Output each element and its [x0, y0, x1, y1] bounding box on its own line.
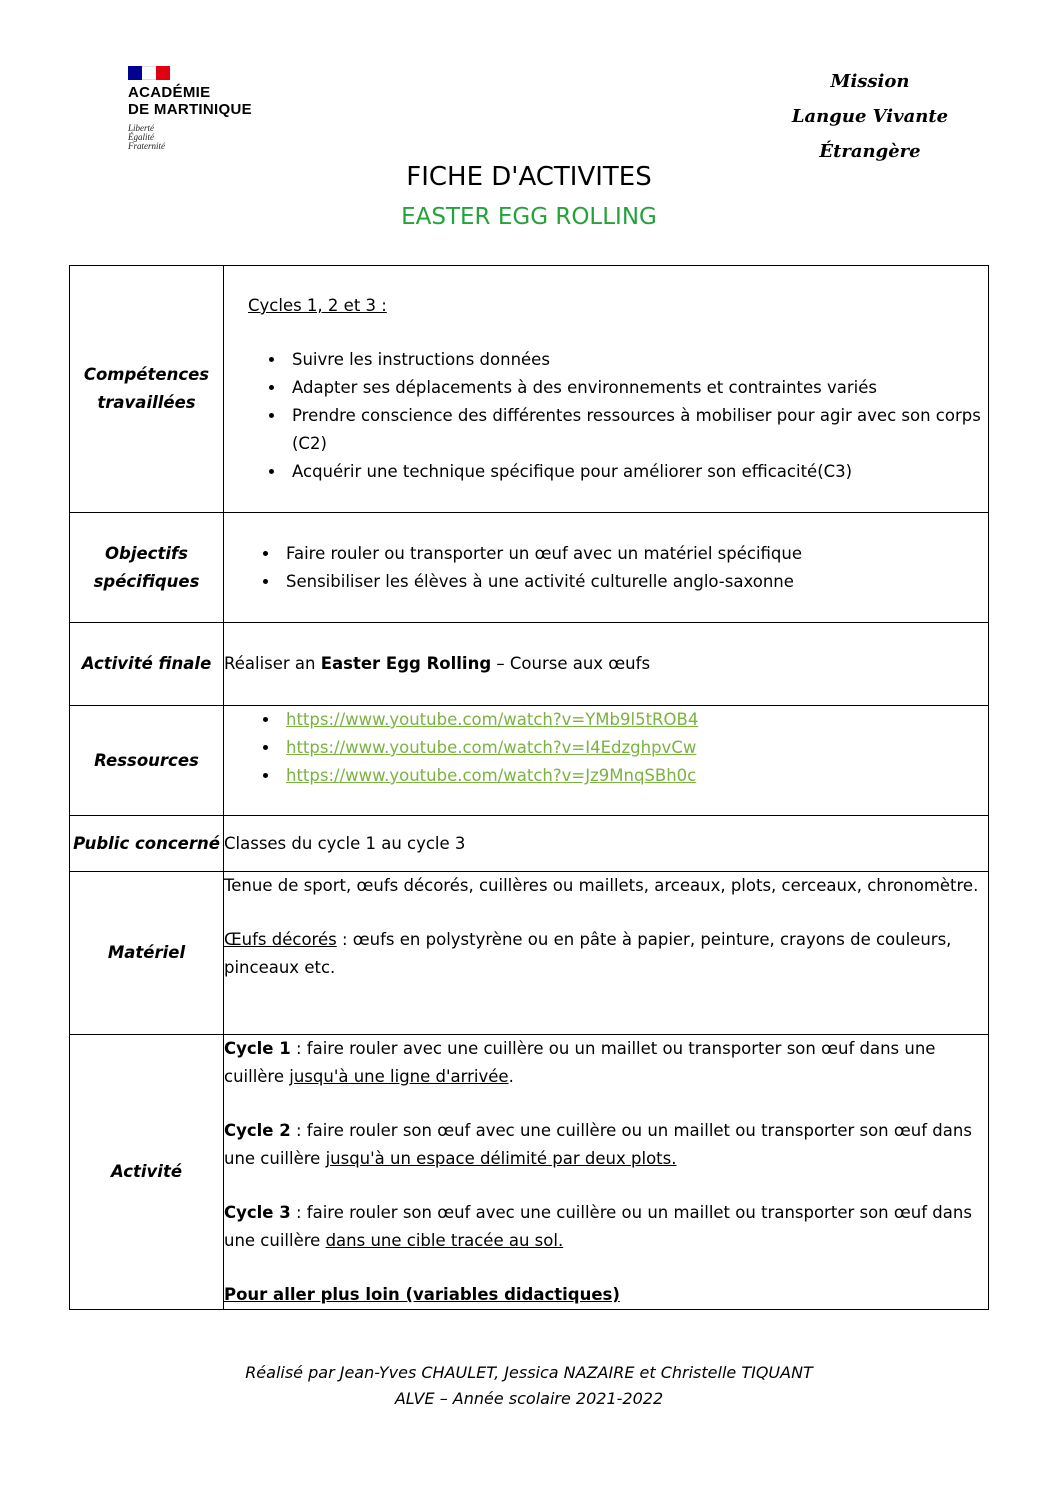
mission-line-3: Étrangère: [819, 141, 921, 162]
logo-title-line-1: ACADÉMIE: [128, 84, 211, 101]
cycle-2-goal: jusqu'à un espace délimité par deux plots.: [325, 1149, 677, 1168]
label-materiel: Matériel: [70, 872, 224, 1035]
content-competences: [224, 266, 989, 513]
content-materiel: [224, 872, 989, 1035]
content-public: Classes du cycle 1 au cycle 3: [224, 816, 989, 872]
row-public: [70, 816, 989, 872]
youtube-link-2[interactable]: https://www.youtube.com/watch?v=I4EdzghpvCw: [286, 738, 697, 757]
activity-table: [69, 265, 989, 1310]
logo-motto: [128, 124, 328, 151]
activite-finale-text: Réaliser an: [224, 654, 321, 673]
cycle-1-text: : faire rouler avec une cuillère ou un maillet ou transporter son œuf dans une cuillère: [224, 1039, 936, 1086]
youtube-link-1[interactable]: https://www.youtube.com/watch?v=YMb9l5tROB4: [286, 710, 699, 729]
mission-line-1: Mission: [830, 71, 910, 92]
french-flag-icon: [128, 66, 170, 80]
further-heading: Pour aller plus loin (variables didactiques): [224, 1285, 620, 1304]
label-activite-finale: Activité finale: [70, 623, 224, 706]
list-item: • Prendre conscience des différentes ressources à mobiliser pour agir avec son corps (C2): [286, 402, 988, 458]
footer: [0, 1360, 1058, 1412]
oeufs-decores-label: Œufs décorés: [224, 930, 337, 949]
cycle-1-paragraph: [224, 1035, 988, 1091]
footer-year: ALVE – Année scolaire 2021-2022: [394, 1389, 664, 1408]
row-objectifs: [70, 513, 989, 623]
row-activite: [70, 1035, 989, 1310]
motto-egalite: Égalité: [128, 132, 154, 142]
activite-finale-suffix: – Course aux œufs: [491, 654, 651, 673]
mission-line-2: Langue Vivante: [791, 106, 949, 127]
academie-logo: [128, 66, 328, 151]
cycle-1-goal: jusqu'à une ligne d'arrivée: [289, 1067, 509, 1086]
row-competences: [70, 266, 989, 513]
ressources-list: [224, 706, 988, 790]
page-title: FICHE D'ACTIVITES: [406, 162, 652, 192]
page-subtitle: EASTER EGG ROLLING: [401, 204, 657, 230]
materiel-list-text: Tenue de sport, œufs décorés, cuillères ou maillets, arceaux, plots, cerceaux, chronomètre.: [224, 876, 979, 895]
cycle-1-name: Cycle 1: [224, 1039, 291, 1058]
row-materiel: [70, 872, 989, 1035]
motto-liberte: Liberté: [128, 123, 154, 133]
label-ressources: Ressources: [70, 706, 224, 816]
cycle-2-name: Cycle 2: [224, 1121, 291, 1140]
list-item: [280, 734, 988, 762]
cycle-2-paragraph: [224, 1117, 988, 1173]
cycle-3-paragraph: [224, 1199, 988, 1255]
label-activite: Activité: [70, 1035, 224, 1310]
content-objectifs: [224, 513, 989, 623]
cycle-1-end: .: [508, 1067, 514, 1086]
list-item: • Suivre les instructions données: [286, 346, 988, 374]
mission-block: [780, 64, 960, 169]
list-item: • Sensibiliser les élèves à une activité culturelle anglo-saxonne: [280, 568, 988, 596]
list-item: • Faire rouler ou transporter un œuf avec un matériel spécifique: [280, 540, 988, 568]
logo-title-line-2: DE MARTINIQUE: [128, 101, 252, 118]
footer-authors: Réalisé par Jean-Yves CHAULET, Jessica NAZAIRE et Christelle TIQUANT: [245, 1363, 813, 1382]
row-ressources: [70, 706, 989, 816]
row-activite-finale: [70, 623, 989, 706]
content-ressources: [224, 706, 989, 816]
cycle-3-name: Cycle 3: [224, 1203, 291, 1222]
list-item: [280, 762, 988, 790]
list-item: • Adapter ses déplacements à des environnements et contraintes variés: [286, 374, 988, 402]
cycle-2-text: : faire rouler son œuf avec une cuillère ou un maillet ou transporter son œuf dans une cuillère: [224, 1121, 972, 1168]
cycle-3-goal: dans une cible tracée au sol.: [325, 1231, 564, 1250]
content-activite-finale: [224, 623, 989, 706]
youtube-link-3[interactable]: https://www.youtube.com/watch?v=Jz9MnqSBh0c: [286, 766, 697, 785]
activite-finale-bold: Easter Egg Rolling: [320, 654, 492, 673]
label-public: Public concerné: [70, 816, 224, 872]
oeufs-decores-text: : œufs en polystyrène ou en pâte à papier, peinture, crayons de couleurs, pinceaux etc.: [224, 930, 952, 977]
competences-list: [246, 346, 988, 486]
objectifs-list: [224, 540, 988, 596]
motto-fraternite: Fraternité: [128, 141, 165, 151]
list-item: • Acquérir une technique spécifique pour améliorer son efficacité(C3): [286, 458, 988, 486]
cycles-heading: Cycles 1, 2 et 3 :: [248, 296, 387, 315]
cycle-3-text: : faire rouler son œuf avec une cuillère ou un maillet ou transporter son œuf dans une cuillère: [224, 1203, 972, 1250]
list-item: [280, 706, 988, 734]
label-objectifs: Objectifs spécifiques: [70, 513, 224, 623]
content-activite: [224, 1035, 989, 1310]
label-competences: Compétences travaillées: [70, 266, 224, 513]
